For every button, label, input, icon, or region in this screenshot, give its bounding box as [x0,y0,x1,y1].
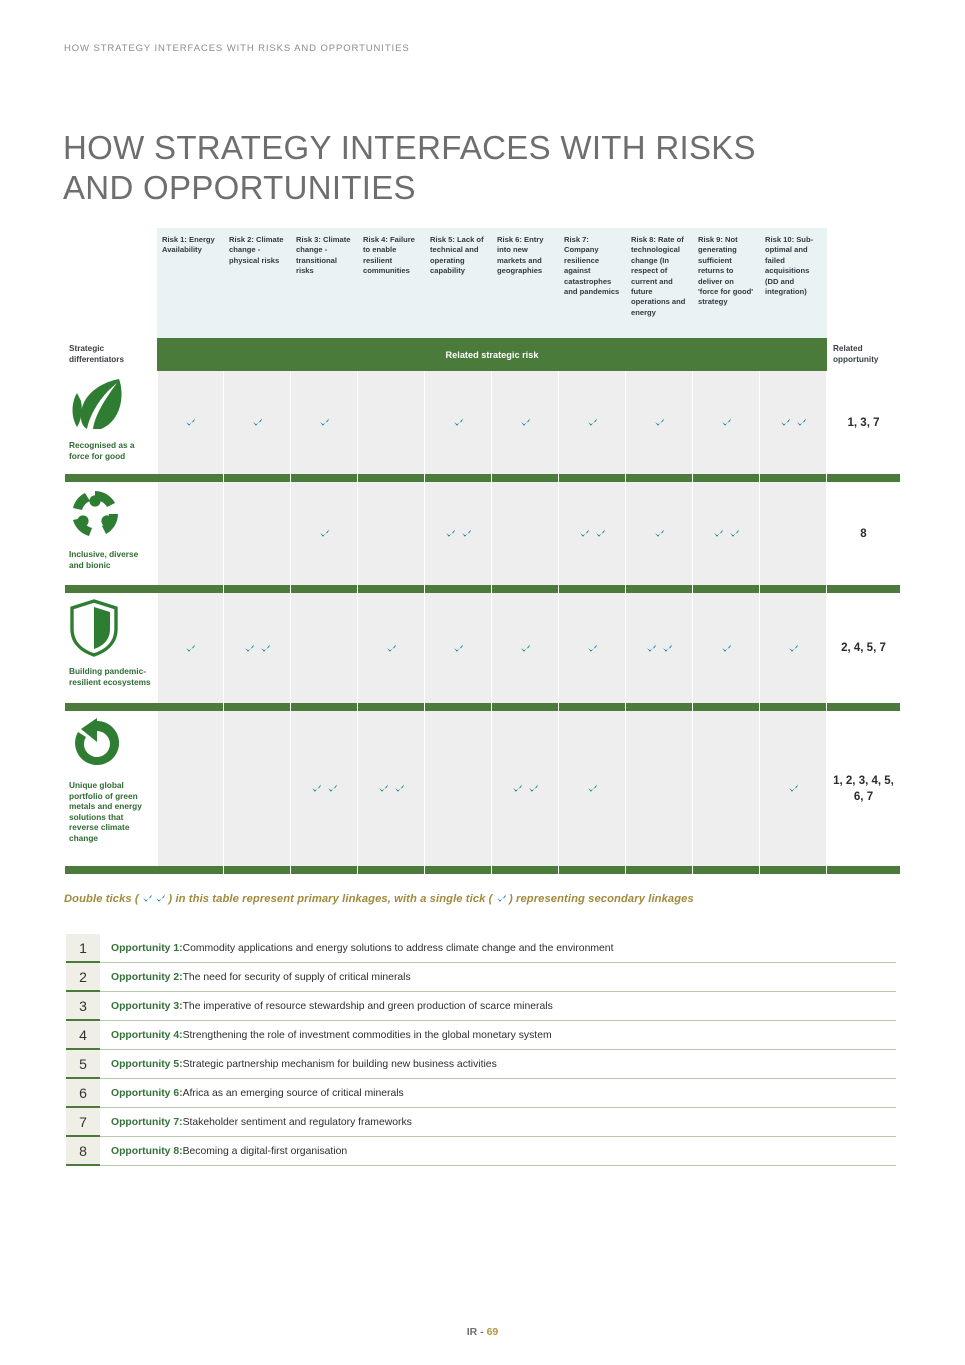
risk-column-header-5: Risk 5: Lack of technical and operating capability [430,235,484,276]
opportunity-text [100,1108,896,1137]
people-circle-icon [69,488,153,545]
tick-icon [445,528,456,539]
linkage-cell-r1-c4 [358,371,425,474]
sep-seg [291,585,358,593]
tick-icon [319,528,330,539]
opportunity-description: Commodity applications and energy solutions to address climate change and the environment [182,942,614,954]
tick-icon [662,643,673,654]
opportunity-item [66,1137,896,1166]
running-head: HOW STRATEGY INTERFACES WITH RISKS AND OPPORTUNITIES [64,43,410,54]
sep-seg [693,703,760,711]
page-footer [0,1326,965,1338]
opportunity-description: Becoming a digital-first organisation [182,1145,348,1157]
opportunity-item [66,963,896,992]
opportunity-description: Strengthening the role of investment commodities in the global monetary system [182,1029,552,1041]
risk-column-headers [157,228,827,338]
strategic-differentiator-cell [65,711,157,866]
opportunity-number: 2 [66,963,100,992]
opportunity-text [100,1021,896,1050]
opportunity-text [100,992,896,1021]
opportunity-number: 8 [66,1137,100,1166]
sep-seg [224,703,291,711]
tick-icon [595,528,606,539]
sep-seg [626,585,693,593]
opportunity-text [100,1079,896,1108]
risk-column-header-9: Risk 9: Not generating sufficient returns to deliver on 'force for good' strategy [698,235,754,307]
strategic-differentiator-cell [65,482,157,585]
risk-linkage-grid [157,482,827,585]
row-separator-left [65,703,157,711]
tick-icon [260,643,271,654]
sep-seg [760,474,827,482]
row-separator [65,703,900,711]
tick-icon [796,417,807,428]
opportunity-text [100,934,896,963]
related-opportunity-label: Related opportunity [827,338,900,371]
opportunity-description: The imperative of resource stewardship and green production of scarce minerals [182,1000,553,1012]
tick-icon [721,643,732,654]
matrix-row [65,711,900,866]
sep-seg [492,866,559,874]
tick-icon [654,528,665,539]
row-separator-mid [157,585,827,593]
sep-seg [224,585,291,593]
tick-icon [386,643,397,654]
opportunity-title: Opportunity 1: [111,942,183,954]
sep-seg [760,866,827,874]
sep-seg [291,703,358,711]
risk-linkage-grid [157,593,827,703]
linkage-cell-r3-c3 [291,593,358,703]
legend-part-3: ) representing secondary linkages [508,893,694,905]
linkage-cell-r2-c2 [224,482,291,585]
strategic-differentiator-cell [65,593,157,703]
sep-seg [157,474,224,482]
risk-column-header-7: Risk 7: Company resilience against catastrophes and pandemics [564,235,620,297]
linkage-cell-r3-c4 [358,593,425,703]
sep-seg [358,474,425,482]
opportunity-description: Stakeholder sentiment and regulatory frameworks [182,1116,412,1128]
linkage-cell-r3-c2 [224,593,291,703]
matrix-header-tail [827,228,900,338]
tick-icon [788,643,799,654]
opportunity-description: The need for security of supply of critical minerals [182,971,411,983]
opportunity-number: 6 [66,1079,100,1108]
linkage-cell-r4-c7 [559,711,626,866]
linkage-cell-r3-c7 [559,593,626,703]
row-separator [65,585,900,593]
tick-icon [394,783,405,794]
legend-part-2: ) in this table represent primary linkages, with a single tick ( [168,893,493,905]
tick-icon [587,643,598,654]
tick-icon [721,417,732,428]
linkage-cell-r3-c1 [157,593,224,703]
linkage-cell-r4-c1 [157,711,224,866]
linkage-cell-r2-c9 [693,482,760,585]
linkage-cell-r1-c1 [157,371,224,474]
linkage-cell-r1-c5 [425,371,492,474]
linkage-cell-r4-c4 [358,711,425,866]
differentiator-label: Inclusive, diverse and bionic [69,549,139,570]
leaf-icon [69,377,153,436]
tick-icon [520,417,531,428]
row-separator-right [827,585,900,593]
linkage-cell-r1-c10 [760,371,827,474]
tick-icon [252,417,263,428]
opportunity-title: Opportunity 5: [111,1058,183,1070]
linkage-cell-r4-c9 [693,711,760,866]
opportunity-title: Opportunity 6: [111,1087,183,1099]
tick-icon [142,893,152,903]
risk-linkage-grid [157,711,827,866]
linkage-cell-r3-c9 [693,593,760,703]
sep-seg [559,703,626,711]
tick-icon [453,643,464,654]
sep-seg [626,474,693,482]
sep-seg [157,703,224,711]
sep-seg [425,866,492,874]
sep-seg [492,703,559,711]
related-opportunity-value: 1, 2, 3, 4, 5, 6, 7 [827,711,900,866]
row-separator [65,474,900,482]
sep-seg [358,585,425,593]
linkage-cell-r1-c2 [224,371,291,474]
opportunity-text [100,963,896,992]
sep-seg [291,474,358,482]
opportunity-number: 7 [66,1108,100,1137]
risk-column-header-8: Risk 8: Rate of technological change (In respect of current and future operations and energy [631,235,686,317]
tick-icon [587,783,598,794]
linkage-cell-r4-c6 [492,711,559,866]
row-separator [65,866,900,874]
tick-icon [520,643,531,654]
circular-arrow-icon [69,717,153,776]
row-separator-right [827,474,900,482]
tick-legend-note [64,893,694,905]
opportunity-number: 5 [66,1050,100,1079]
sep-seg [358,703,425,711]
opportunity-item [66,1050,896,1079]
sep-seg [157,866,224,874]
tick-icon [327,783,338,794]
linkage-cell-r4-c2 [224,711,291,866]
risk-column-header-2: Risk 2: Climate change - physical risks [229,235,284,265]
linkage-cell-r4-c10 [760,711,827,866]
opportunity-item [66,992,896,1021]
tick-icon [654,417,665,428]
sep-seg [425,585,492,593]
tick-icon [579,528,590,539]
opportunities-list [66,934,896,1166]
tick-icon [496,893,506,903]
opportunity-title: Opportunity 4: [111,1029,183,1041]
sep-seg [693,474,760,482]
strategic-differentiators-label: Strategic differentiators [65,338,157,371]
risk-column-header-6: Risk 6: Entry into new markets and geographies [497,235,544,276]
risk-column-header-4: Risk 4: Failure to enable resilient communities [363,235,415,276]
related-strategic-risk-banner: Related strategic risk [157,338,827,371]
row-separator-mid [157,866,827,874]
opportunity-item [66,934,896,963]
tick-icon [319,417,330,428]
related-opportunity-value: 1, 3, 7 [827,371,900,474]
tick-icon [155,893,165,903]
opportunity-title: Opportunity 3: [111,1000,183,1012]
tick-icon [461,528,472,539]
linkage-cell-r4-c5 [425,711,492,866]
linkage-cell-r1-c3 [291,371,358,474]
sep-seg [760,703,827,711]
shield-icon [69,599,119,657]
opportunity-number: 1 [66,934,100,963]
tick-icon [311,783,322,794]
opportunity-title: Opportunity 2: [111,971,183,983]
matrix-banner-row [65,338,900,371]
linkage-cell-r3-c10 [760,593,827,703]
linkage-cell-r3-c6 [492,593,559,703]
tick-icon [185,643,196,654]
risk-column-header-10: Risk 10: Sub-optimal and failed acquisitions (DD and integration) [765,235,814,297]
row-separator-left [65,866,157,874]
risk-column-header-1: Risk 1: Energy Availability [162,235,215,255]
row-separator-right [827,866,900,874]
tick-icon [512,783,523,794]
tick-icon [378,783,389,794]
sep-seg [559,866,626,874]
row-separator-left [65,585,157,593]
row-separator-mid [157,703,827,711]
tick-icon [185,417,196,428]
linkage-cell-r1-c6 [492,371,559,474]
legend-part-1: Double ticks ( [64,893,139,905]
tick-icon [587,417,598,428]
related-opportunity-value: 2, 4, 5, 7 [827,593,900,703]
sep-seg [492,585,559,593]
row-separator-right [827,703,900,711]
linkage-cell-r2-c8 [626,482,693,585]
tick-icon [646,643,657,654]
footer-prefix: IR - [466,1326,487,1338]
linkage-cell-r4-c3 [291,711,358,866]
opportunity-title: Opportunity 7: [111,1116,183,1128]
sep-seg [425,474,492,482]
risk-linkage-grid [157,371,827,474]
matrix-row [65,482,900,585]
opportunity-title: Opportunity 8: [111,1145,183,1157]
sep-seg [291,866,358,874]
opportunity-description: Strategic partnership mechanism for building new business activities [182,1058,497,1070]
sep-seg [760,585,827,593]
linkage-cell-r1-c8 [626,371,693,474]
row-separator-left [65,474,157,482]
tick-icon [453,417,464,428]
sep-seg [358,866,425,874]
linkage-cell-r3-c5 [425,593,492,703]
matrix-row [65,371,900,474]
sep-seg [693,866,760,874]
sep-seg [626,703,693,711]
tick-icon [713,528,724,539]
sep-seg [224,474,291,482]
sep-seg [425,703,492,711]
related-opportunity-value: 8 [827,482,900,585]
linkage-cell-r2-c1 [157,482,224,585]
risk-opportunity-matrix [65,228,900,874]
differentiator-label: Building pandemic-resilient ecosystems [69,666,151,687]
matrix-row [65,593,900,703]
matrix-header-corner [65,228,157,338]
sep-seg [559,585,626,593]
circular-arrow-icon [69,717,125,771]
linkage-cell-r2-c6 [492,482,559,585]
tick-icon [729,528,740,539]
opportunity-item [66,1108,896,1137]
tick-icon [788,783,799,794]
row-separator-mid [157,474,827,482]
opportunity-text [100,1050,896,1079]
linkage-cell-r2-c10 [760,482,827,585]
opportunity-description: Africa as an emerging source of critical minerals [182,1087,404,1099]
linkage-cell-r2-c4 [358,482,425,585]
sep-seg [224,866,291,874]
linkage-cell-r2-c5 [425,482,492,585]
tick-icon [244,643,255,654]
opportunity-text [100,1137,896,1166]
opportunity-number: 3 [66,992,100,1021]
linkage-cell-r1-c7 [559,371,626,474]
tick-icon [528,783,539,794]
linkage-cell-r2-c7 [559,482,626,585]
people-circle-icon [69,488,121,540]
linkage-cell-r3-c8 [626,593,693,703]
opportunity-item [66,1021,896,1050]
linkage-cell-r4-c8 [626,711,693,866]
sep-seg [693,585,760,593]
shield-icon [69,599,153,662]
opportunity-item [66,1079,896,1108]
matrix-header [65,228,900,338]
leaf-icon [69,377,125,431]
strategic-differentiator-cell [65,371,157,474]
opportunity-number: 4 [66,1021,100,1050]
risk-column-header-3: Risk 3: Climate change - transitional risks [296,235,351,276]
linkage-cell-r1-c9 [693,371,760,474]
sep-seg [492,474,559,482]
sep-seg [559,474,626,482]
tick-icon [780,417,791,428]
differentiator-label: Unique global portfolio of green metals and energy solutions that reverse climate change [69,780,142,843]
linkage-cell-r2-c3 [291,482,358,585]
differentiator-label: Recognised as a force for good [69,440,135,461]
page-title: HOW STRATEGY INTERFACES WITH RISKS AND OPPORTUNITIES [63,129,756,206]
sep-seg [626,866,693,874]
matrix-body [65,371,900,874]
page-number: 69 [486,1326,499,1338]
sep-seg [157,585,224,593]
